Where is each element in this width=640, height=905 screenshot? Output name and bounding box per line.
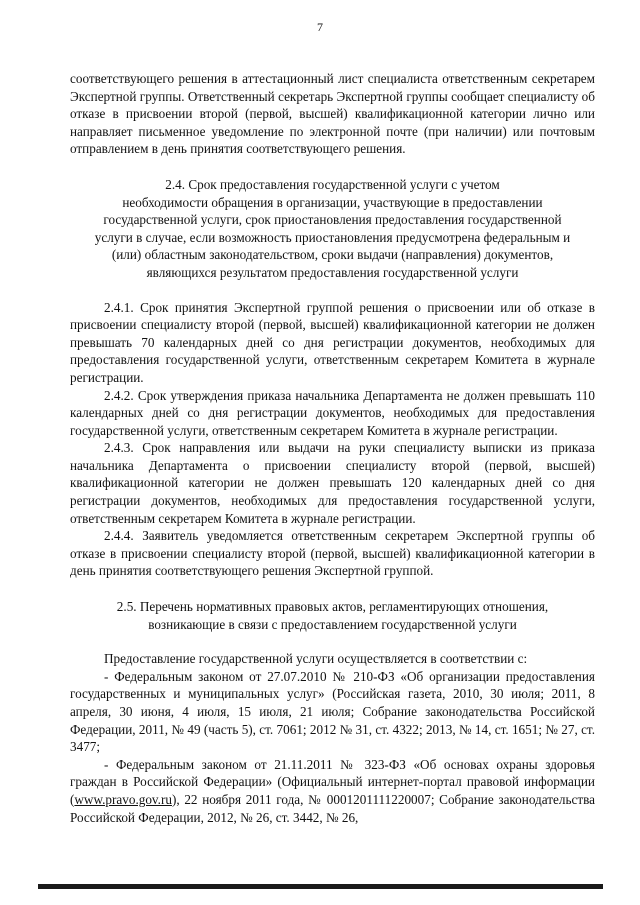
intro-paragraph: соответствующего решения в аттестационный лист специалиста ответственным секретарем Экспертной группы. Ответственный секретарь Экспертной группы сообщает специалисту об отказе в присвоении второй (первой, высшей) квалификационной категории лично или направляет письменное уведомление по электронной почте (при наличии) или почтовым отправлением в день принятия соответствующего решения. [70,71,595,157]
pravo-gov-link[interactable]: www.pravo.gov.ru [74,791,172,807]
heading-line: (или) областным законодательством, сроки выдачи (направления) документов, [111,247,554,263]
heading-line: 2.5. Перечень нормативных правовых актов, регламентирующих отношения, [116,599,549,615]
section-heading-2-5 [70,598,595,633]
basis-paragraph: Предоставление государственной услуги осуществляется в соответствии с: [104,651,528,667]
law-text-before-link: - Федеральным законом от 21.11.2011 № 323-ФЗ «Об основах охраны здоровья граждан в Российской Федерации» (Официальный интернет-портал правовой информации ( [70,756,595,807]
paragraph-2-4-3: 2.4.3. Срок направления или выдачи на руки специалисту выписки из приказа начальника Департамента о присвоении специалисту второй (первой, высшей) квалификационной категории не должен превышать 120 календарных дней со дня регистрации документов, необходимых для предоставления государственной услуги, ответственным секретарем Комитета в журнале регистрации. [70,440,595,526]
section-heading-2-4 [70,176,595,282]
heading-line: являющихся результатом предоставления государственной услуги [146,264,519,280]
heading-line: государственной услуги, срок приостановления предоставления государственной [103,212,562,228]
paragraph-2-4-2: 2.4.2. Срок утверждения приказа начальника Департамента не должен превышать 110 календарных дней со дня регистрации документов, необходимых для предоставления государственной услуги, ответственным секретарем Комитета в журнале регистрации. [70,387,595,438]
heading-line: услуги в случае, если возможность приостановления предусмотрена федеральным и [94,229,571,245]
paragraph-2-4-1: 2.4.1. Срок принятия Экспертной группой решения о присвоении или об отказе в присвоении специалисту второй (первой, высшей) квалификационной категории не должен превышать 70 календарных дней со дня регистрации документов, необходимых для предоставления государственной услуги, ответственным секретарем Комитета в журнале регистрации. [70,299,595,385]
law-item-210-fz: - Федеральным законом от 27.07.2010 № 210-ФЗ «Об организации предоставления государственных и муниципальных услуг» (Российская газета, 2010, 30 июля; 2011, 8 апреля, 30 июня, 4 июля, 15 июля, 21 июля; Собрание законодательства Российской Федерации, 2011, № 49 (часть 5), ст. 7061; 2012 № 31, ст. 4322; 2013, № 14, ст. 1651; № 27, ст. 3477; [70,668,595,755]
scan-edge-bar [38,884,603,889]
page-number: 7 [317,20,323,34]
paragraph-2-4-4: 2.4.4. Заявитель уведомляется ответственным секретарем Экспертной группы об отказе в присвоении специалисту второй (первой, высшей) квалификационной категории в день принятия соответствующего решения Экспертной группой. [70,528,595,579]
heading-line: необходимости обращения в организации, участвующие в предоставлении [122,194,543,210]
heading-line: возникающие в связи с предоставлением государственной услуги [148,616,517,632]
heading-line: 2.4. Срок предоставления государственной услуги с учетом [165,176,500,192]
document-body [70,70,595,826]
law-text-after-link: ), 22 ноября 2011 года, № 0001201111220007; Собрание законодательства Российской Федерации, 2012, № 26, ст. 3442, № 26, [70,791,595,825]
law-item-323-fz [70,756,595,826]
